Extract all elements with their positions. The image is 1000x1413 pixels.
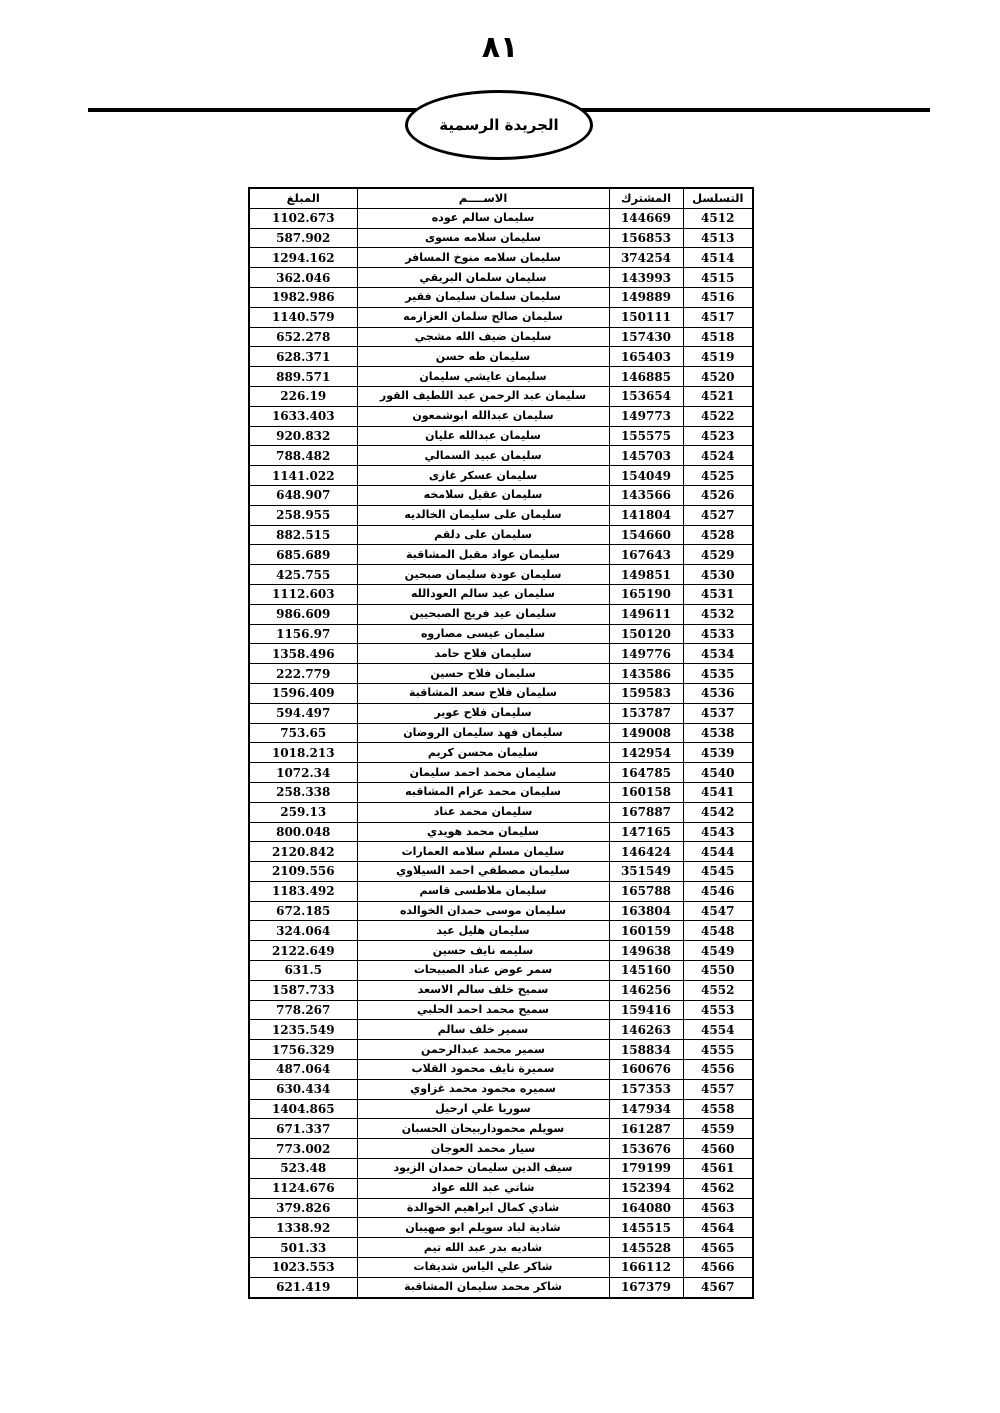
name-cell: سليمان سالم عوده [357,208,609,228]
amount-cell: 648.907 [249,485,357,505]
name-cell: سليمان على سليمان الخالديه [357,505,609,525]
subscriber-cell: 150120 [609,624,683,644]
table-row [249,763,753,783]
table-row [249,1099,753,1119]
subscriber-cell: 160676 [609,1060,683,1080]
serial-cell: 4523 [683,426,753,446]
subscriber-cell: 153676 [609,1139,683,1159]
serial-cell: 4548 [683,921,753,941]
table-row [249,505,753,525]
subscriber-cell: 141804 [609,505,683,525]
serial-cell: 4558 [683,1099,753,1119]
name-cell: سليمان سلمان البريقي [357,268,609,288]
subscriber-cell: 165403 [609,347,683,367]
subscriber-cell: 167379 [609,1277,683,1297]
serial-cell: 4519 [683,347,753,367]
name-cell: سليمان عودة سليمان صبحين [357,565,609,585]
name-cell: سليمان فلاح عوير [357,703,609,723]
amount-cell: 1183.492 [249,881,357,901]
serial-cell: 4530 [683,565,753,585]
header-oval [405,90,593,160]
name-cell: سليمان عيد سالم العودالله [357,584,609,604]
amount-cell: 652.278 [249,327,357,347]
name-cell: سليمان مسلم سلامه العمارات [357,842,609,862]
table-row [249,703,753,723]
subscriber-cell: 153787 [609,703,683,723]
subscriber-cell: 157430 [609,327,683,347]
table-row [249,367,753,387]
serial-cell: 4561 [683,1159,753,1179]
table-row [249,426,753,446]
subscriber-cell: 163804 [609,901,683,921]
amount-cell: 1124.676 [249,1178,357,1198]
table-row [249,881,753,901]
table-row [249,248,753,268]
serial-cell: 4521 [683,386,753,406]
name-cell: سليمان عبدالله ابوشمعون [357,406,609,426]
table-row [249,604,753,624]
table-row [249,1139,753,1159]
serial-cell: 4524 [683,446,753,466]
table-row [249,446,753,466]
name-cell: شادية لباد سويلم ابو صهيبان [357,1218,609,1238]
header-amount: المبلغ [249,188,357,208]
serial-cell: 4526 [683,485,753,505]
amount-cell: 882.515 [249,525,357,545]
table-body [249,208,753,1297]
subscriber-cell: 149889 [609,287,683,307]
amount-cell: 1596.409 [249,683,357,703]
amount-cell: 1156.97 [249,624,357,644]
table-row [249,525,753,545]
name-cell: سليمان عبد الرحمن عبد اللطيف القور [357,386,609,406]
subscriber-cell: 147165 [609,822,683,842]
table-row [249,723,753,743]
amount-cell: 889.571 [249,367,357,387]
amount-cell: 621.419 [249,1277,357,1297]
serial-cell: 4559 [683,1119,753,1139]
name-cell: سوريا علي ارحيل [357,1099,609,1119]
subscriber-cell: 149851 [609,565,683,585]
name-cell: سمير محمد عبدالرحمن [357,1040,609,1060]
serial-cell: 4527 [683,505,753,525]
amount-cell: 1587.733 [249,980,357,1000]
table-row [249,584,753,604]
header-name: الاســــم [357,188,609,208]
subscriber-cell: 374254 [609,248,683,268]
table-row [249,1178,753,1198]
serial-cell: 4512 [683,208,753,228]
name-cell: سليمان ضيف الله مشجي [357,327,609,347]
table-row [249,386,753,406]
serial-cell: 4522 [683,406,753,426]
subscriber-cell: 167643 [609,545,683,565]
subscriber-cell: 149008 [609,723,683,743]
serial-cell: 4544 [683,842,753,862]
amount-cell: 671.337 [249,1119,357,1139]
name-cell: سميرة نايف محمود القلاب [357,1060,609,1080]
amount-cell: 594.497 [249,703,357,723]
serial-cell: 4540 [683,763,753,783]
serial-cell: 4516 [683,287,753,307]
serial-cell: 4538 [683,723,753,743]
amount-cell: 501.33 [249,1238,357,1258]
table-row [249,980,753,1000]
serial-cell: 4560 [683,1139,753,1159]
name-cell: سليمان على دلقم [357,525,609,545]
name-cell: سليمان عواد مقبل المشاقبة [357,545,609,565]
amount-cell: 1018.213 [249,743,357,763]
serial-cell: 4533 [683,624,753,644]
subscriber-cell: 147934 [609,1099,683,1119]
amount-cell: 226.19 [249,386,357,406]
amount-cell: 986.609 [249,604,357,624]
table-row [249,921,753,941]
name-cell: سليمان فلاح حامد [357,644,609,664]
subscriber-cell: 146263 [609,1020,683,1040]
table-row [249,901,753,921]
serial-cell: 4547 [683,901,753,921]
serial-cell: 4539 [683,743,753,763]
serial-cell: 4517 [683,307,753,327]
amount-cell: 920.832 [249,426,357,446]
subscriber-cell: 167887 [609,802,683,822]
subscriber-cell: 149638 [609,941,683,961]
name-cell: شاتي عبد الله عواد [357,1178,609,1198]
table-row [249,1119,753,1139]
name-cell: سليمان عقيل سلامخه [357,485,609,505]
name-cell: سليمان عسكر غازى [357,466,609,486]
serial-cell: 4531 [683,584,753,604]
amount-cell: 2122.649 [249,941,357,961]
name-cell: سليمان عبدالله عليان [357,426,609,446]
table-header-row [249,188,753,208]
table-row [249,961,753,981]
name-cell: سليمان عيد فريج الصبحيين [357,604,609,624]
table-row [249,822,753,842]
table-row [249,565,753,585]
serial-cell: 4555 [683,1040,753,1060]
amount-cell: 587.902 [249,228,357,248]
serial-cell: 4557 [683,1079,753,1099]
name-cell: سليمان هليل عيد [357,921,609,941]
subscriber-cell: 156853 [609,228,683,248]
subscriber-cell: 143993 [609,268,683,288]
subscriber-cell: 146885 [609,367,683,387]
name-cell: سليمان سلامه منوخ المسافر [357,248,609,268]
subscriber-cell: 146256 [609,980,683,1000]
gazette-title: الجريدة الرسمية [439,116,559,134]
subscriber-cell: 152394 [609,1178,683,1198]
table-row [249,327,753,347]
table-row [249,1277,753,1297]
amount-cell: 1358.496 [249,644,357,664]
table-row [249,347,753,367]
amount-cell: 1235.549 [249,1020,357,1040]
amount-cell: 773.002 [249,1139,357,1159]
subscriber-cell: 160159 [609,921,683,941]
amount-cell: 1338.92 [249,1218,357,1238]
name-cell: سليمان طه حسن [357,347,609,367]
amount-cell: 324.064 [249,921,357,941]
amount-cell: 2109.556 [249,862,357,882]
table-row [249,485,753,505]
subscriber-cell: 153654 [609,386,683,406]
name-cell: سليمان محمد عناد [357,802,609,822]
name-cell: سمر عوض عناد الصبيحات [357,961,609,981]
table-row [249,1020,753,1040]
name-cell: سليمان فلاح سعد المشاقبة [357,683,609,703]
amount-cell: 1404.865 [249,1099,357,1119]
amount-cell: 1633.403 [249,406,357,426]
table-row [249,1159,753,1179]
subscriber-cell: 142954 [609,743,683,763]
table-row [249,307,753,327]
table-row [249,406,753,426]
subscriber-cell: 145515 [609,1218,683,1238]
amount-cell: 379.826 [249,1198,357,1218]
amount-cell: 222.779 [249,664,357,684]
subscriber-cell: 164785 [609,763,683,783]
amount-cell: 2120.842 [249,842,357,862]
serial-cell: 4543 [683,822,753,842]
serial-cell: 4525 [683,466,753,486]
serial-cell: 4566 [683,1258,753,1278]
subscriber-cell: 159583 [609,683,683,703]
name-cell: سليمان عيسى مصاروه [357,624,609,644]
subscriber-cell: 143586 [609,664,683,684]
table-row [249,208,753,228]
name-cell: سميره محمود محمد غزاوي [357,1079,609,1099]
table-row [249,268,753,288]
serial-cell: 4541 [683,782,753,802]
subscriber-cell: 155575 [609,426,683,446]
amount-cell: 523.48 [249,1159,357,1179]
subscriber-cell: 165190 [609,584,683,604]
serial-cell: 4536 [683,683,753,703]
name-cell: سليمان محمد احمد سليمان [357,763,609,783]
name-cell: شادي كمال ابراهيم الخوالدة [357,1198,609,1218]
table-row [249,228,753,248]
name-cell: سليمان سلامه مسوى [357,228,609,248]
serial-cell: 4537 [683,703,753,723]
table-row [249,1000,753,1020]
serial-cell: 4514 [683,248,753,268]
amount-cell: 788.482 [249,446,357,466]
name-cell: شاكر محمد سليمان المشاقبة [357,1277,609,1297]
amount-cell: 1023.553 [249,1258,357,1278]
serial-cell: 4546 [683,881,753,901]
serial-cell: 4565 [683,1238,753,1258]
subscriber-cell: 143566 [609,485,683,505]
subscriber-cell: 154660 [609,525,683,545]
subscriber-cell: 146424 [609,842,683,862]
amount-cell: 630.434 [249,1079,357,1099]
table-row [249,683,753,703]
table-row [249,782,753,802]
name-cell: شاكر علي الياس شديفات [357,1258,609,1278]
table-row [249,941,753,961]
amount-cell: 258.338 [249,782,357,802]
table-row [249,545,753,565]
header-serial: التسلسل [683,188,753,208]
subscriber-cell: 161287 [609,1119,683,1139]
name-cell: سليمان سلمان سليمان فقير [357,287,609,307]
serial-cell: 4554 [683,1020,753,1040]
amount-cell: 1141.022 [249,466,357,486]
table-row [249,802,753,822]
serial-cell: 4515 [683,268,753,288]
name-cell: سليمان محسن كريم [357,743,609,763]
serial-cell: 4535 [683,664,753,684]
amount-cell: 753.65 [249,723,357,743]
serial-cell: 4563 [683,1198,753,1218]
table-row [249,862,753,882]
name-cell: سليمان ملاطسى قاسم [357,881,609,901]
subscriber-cell: 154049 [609,466,683,486]
name-cell: سليمان موسى حمدان الخوالده [357,901,609,921]
serial-cell: 4552 [683,980,753,1000]
amount-cell: 258.955 [249,505,357,525]
name-cell: سليمان مصطفي احمد السيلاوي [357,862,609,882]
subscriber-cell: 149776 [609,644,683,664]
table-row [249,287,753,307]
serial-cell: 4556 [683,1060,753,1080]
amount-cell: 800.048 [249,822,357,842]
amount-cell: 425.755 [249,565,357,585]
name-cell: سويلم محموداربيحان الحسبان [357,1119,609,1139]
amount-cell: 628.371 [249,347,357,367]
header-subscriber: المشترك [609,188,683,208]
name-cell: سميح خلف سالم الاسعد [357,980,609,1000]
table-row [249,842,753,862]
subscriber-cell: 144669 [609,208,683,228]
serial-cell: 4518 [683,327,753,347]
amount-cell: 1102.673 [249,208,357,228]
name-cell: شاديه بدر عبد الله تيم [357,1238,609,1258]
name-cell: سليمان عايشي سليمان [357,367,609,387]
name-cell: سليمان فهد سليمان الروضان [357,723,609,743]
amount-cell: 259.13 [249,802,357,822]
serial-cell: 4567 [683,1277,753,1297]
subscriber-cell: 179199 [609,1159,683,1179]
table-row [249,1258,753,1278]
serial-cell: 4549 [683,941,753,961]
subscriber-cell: 159416 [609,1000,683,1020]
subscriber-cell: 157353 [609,1079,683,1099]
serial-cell: 4542 [683,802,753,822]
amount-cell: 1294.162 [249,248,357,268]
amount-cell: 778.267 [249,1000,357,1020]
name-cell: سيف الدين سليمان حمدان الزيود [357,1159,609,1179]
subscriber-cell: 149773 [609,406,683,426]
name-cell: سميح محمد احمد الحلبي [357,1000,609,1020]
table-row [249,1060,753,1080]
table-row [249,1238,753,1258]
name-cell: سيار محمد العوجان [357,1139,609,1159]
amount-cell: 685.689 [249,545,357,565]
table-row [249,1218,753,1238]
serial-cell: 4550 [683,961,753,981]
serial-cell: 4534 [683,644,753,664]
table-row [249,743,753,763]
amount-cell: 1140.579 [249,307,357,327]
amount-cell: 1982.986 [249,287,357,307]
serial-cell: 4545 [683,862,753,882]
serial-cell: 4532 [683,604,753,624]
name-cell: سليمه نايف حسين [357,941,609,961]
subscriber-cell: 158834 [609,1040,683,1060]
page-number: ٨١ [481,30,519,65]
subscriber-cell: 145160 [609,961,683,981]
table-row [249,1040,753,1060]
serial-cell: 4513 [683,228,753,248]
table-row [249,466,753,486]
subscriber-cell: 166112 [609,1258,683,1278]
subscriber-cell: 145703 [609,446,683,466]
serial-cell: 4564 [683,1218,753,1238]
name-cell: سليمان محمد عزام المشاقبه [357,782,609,802]
serial-cell: 4520 [683,367,753,387]
subscriber-cell: 164080 [609,1198,683,1218]
serial-cell: 4529 [683,545,753,565]
subscriber-cell: 145528 [609,1238,683,1258]
name-cell: سمير خلف سالم [357,1020,609,1040]
table-row [249,1079,753,1099]
name-cell: سليمان محمد هويدي [357,822,609,842]
table-row [249,664,753,684]
table-row [249,1198,753,1218]
amount-cell: 362.046 [249,268,357,288]
name-cell: سليمان عبيد السمالي [357,446,609,466]
amount-cell: 1756.329 [249,1040,357,1060]
table-row [249,644,753,664]
amount-cell: 1112.603 [249,584,357,604]
subscriber-cell: 149611 [609,604,683,624]
subscriber-table [248,187,754,1299]
serial-cell: 4528 [683,525,753,545]
serial-cell: 4562 [683,1178,753,1198]
serial-cell: 4553 [683,1000,753,1020]
table-row [249,624,753,644]
amount-cell: 631.5 [249,961,357,981]
name-cell: سليمان فلاح حسين [357,664,609,684]
amount-cell: 487.064 [249,1060,357,1080]
amount-cell: 1072.34 [249,763,357,783]
subscriber-cell: 160158 [609,782,683,802]
amount-cell: 672.185 [249,901,357,921]
subscriber-cell: 150111 [609,307,683,327]
name-cell: سليمان صالح سلمان العزازمه [357,307,609,327]
subscriber-cell: 351549 [609,862,683,882]
subscriber-cell: 165788 [609,881,683,901]
